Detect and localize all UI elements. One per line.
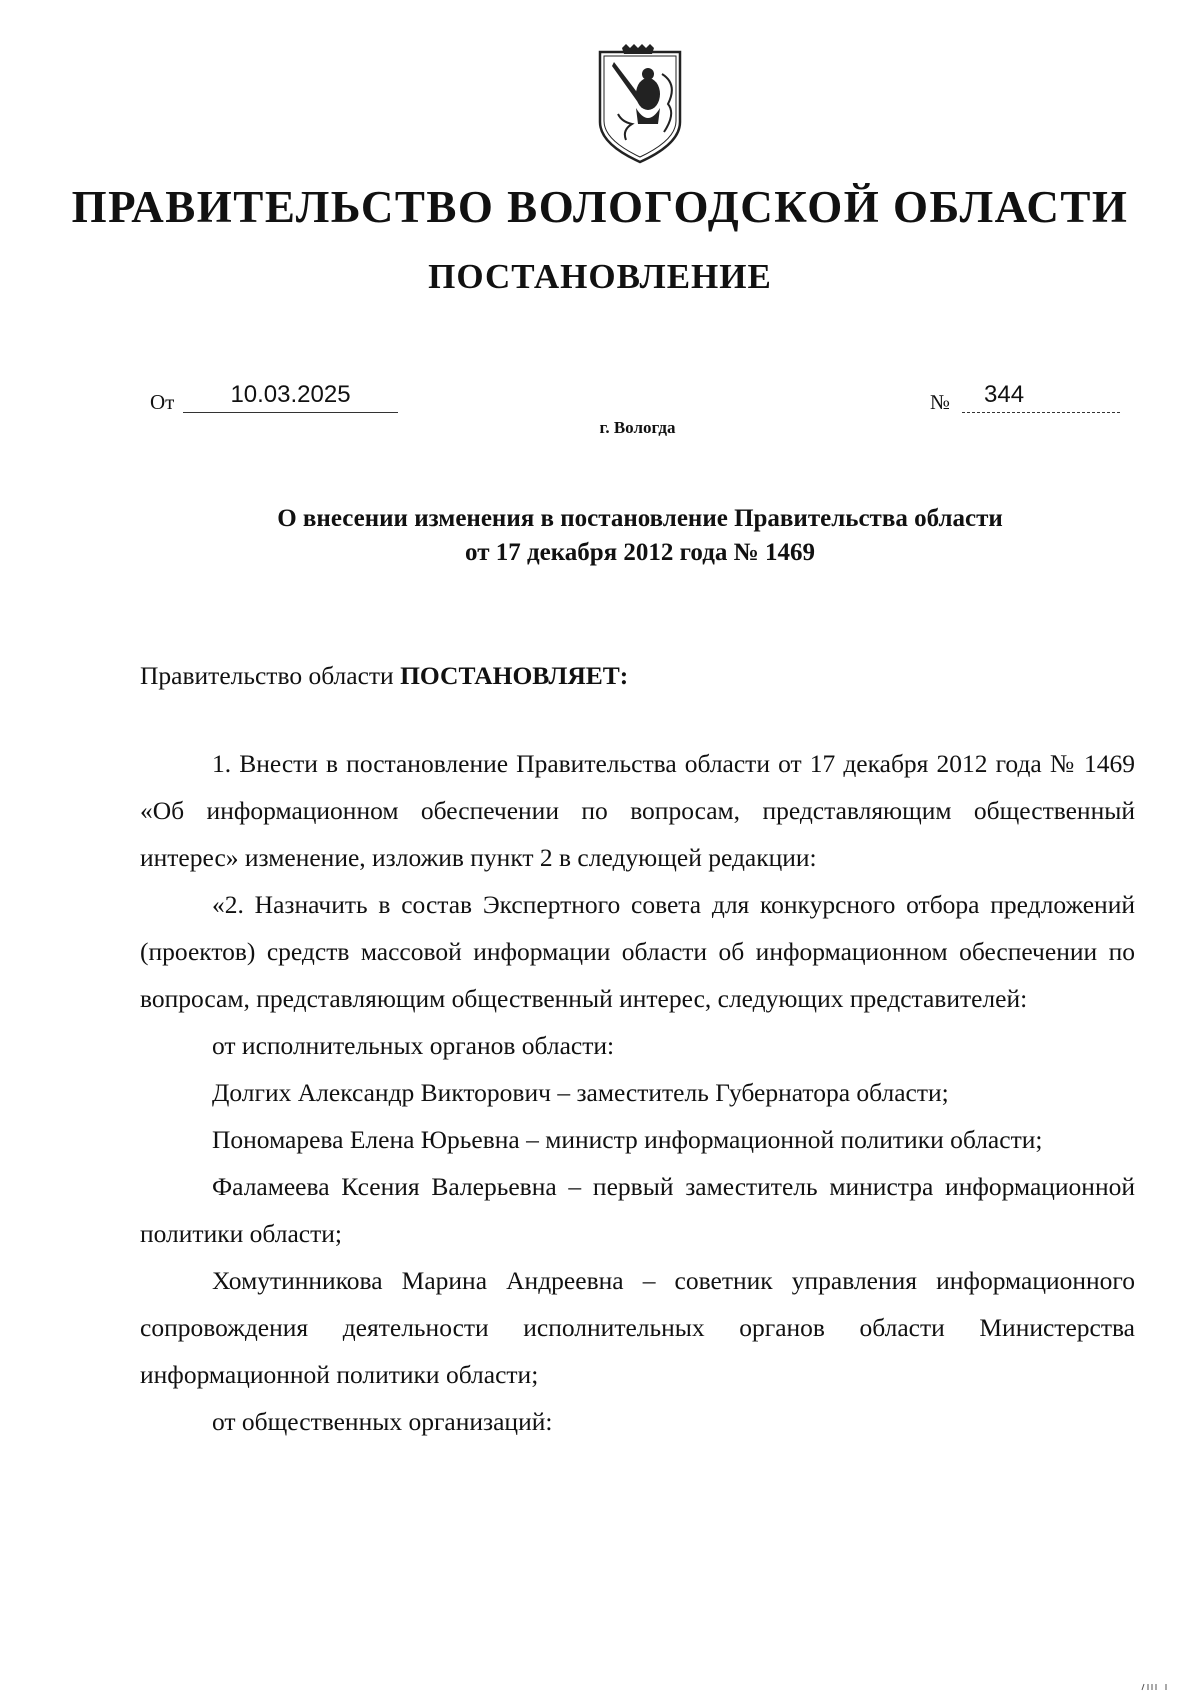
scan-mark-icon bbox=[1140, 1683, 1170, 1691]
paragraph-8: от общественных организаций: bbox=[212, 1407, 553, 1436]
date-label: От bbox=[150, 390, 175, 414]
decree-statement bbox=[140, 652, 1135, 699]
city: г. Вологда bbox=[599, 418, 676, 437]
subject-line-1: О внесении изменения в постановление Правительства области bbox=[277, 505, 1003, 532]
document-number bbox=[962, 380, 1120, 413]
paragraph-6: Фаламеева Ксения Валерьевна – первый заместитель министра информационной политики области; bbox=[140, 1172, 1135, 1248]
decree-subject: Правительство области bbox=[140, 661, 394, 690]
number-label: № bbox=[930, 390, 951, 414]
decree-verb: ПОСТАНОВЛЯЕТ: bbox=[400, 661, 629, 690]
document-subject bbox=[140, 502, 1140, 570]
document-type: ПОСТАНОВЛЕНИЕ bbox=[428, 257, 772, 296]
document-body bbox=[140, 740, 1135, 1445]
paragraph-3: от исполнительных органов области: bbox=[212, 1031, 615, 1060]
subject-line-2: от 17 декабря 2012 года № 1469 bbox=[465, 539, 815, 566]
paragraph-5: Пономарева Елена Юрьевна – министр информационной политики области; bbox=[212, 1125, 1043, 1154]
paragraph-2: «2. Назначить в состав Экспертного совета для конкурсного отбора предложений (проектов) средств массовой информации области об информационном обеспечении по вопросам, представляющим общественный интерес, следующих представителей: bbox=[140, 890, 1135, 1013]
government-title: ПРАВИТЕЛЬСТВО ВОЛОГОДСКОЙ ОБЛАСТИ bbox=[71, 182, 1129, 232]
document-date: 10.03.2025 bbox=[183, 380, 398, 413]
vologda-coat-of-arms-icon bbox=[592, 44, 688, 166]
paragraph-7: Хомутинникова Марина Андреевна – советник управления информационного сопровождения деятельности исполнительных органов области Министерства информационной политики области; bbox=[140, 1266, 1135, 1389]
paragraph-4: Долгих Александр Викторович – заместитель Губернатора области; bbox=[212, 1078, 949, 1107]
paragraph-1: 1. Внести в постановление Правительства области от 17 декабря 2012 года № 1469 «Об информационном обеспечении по вопросам, представляющим общественный интерес» изменение, изложив пункт 2 в следующей редакции: bbox=[140, 749, 1135, 872]
document-number-value: 344 bbox=[984, 381, 1025, 408]
